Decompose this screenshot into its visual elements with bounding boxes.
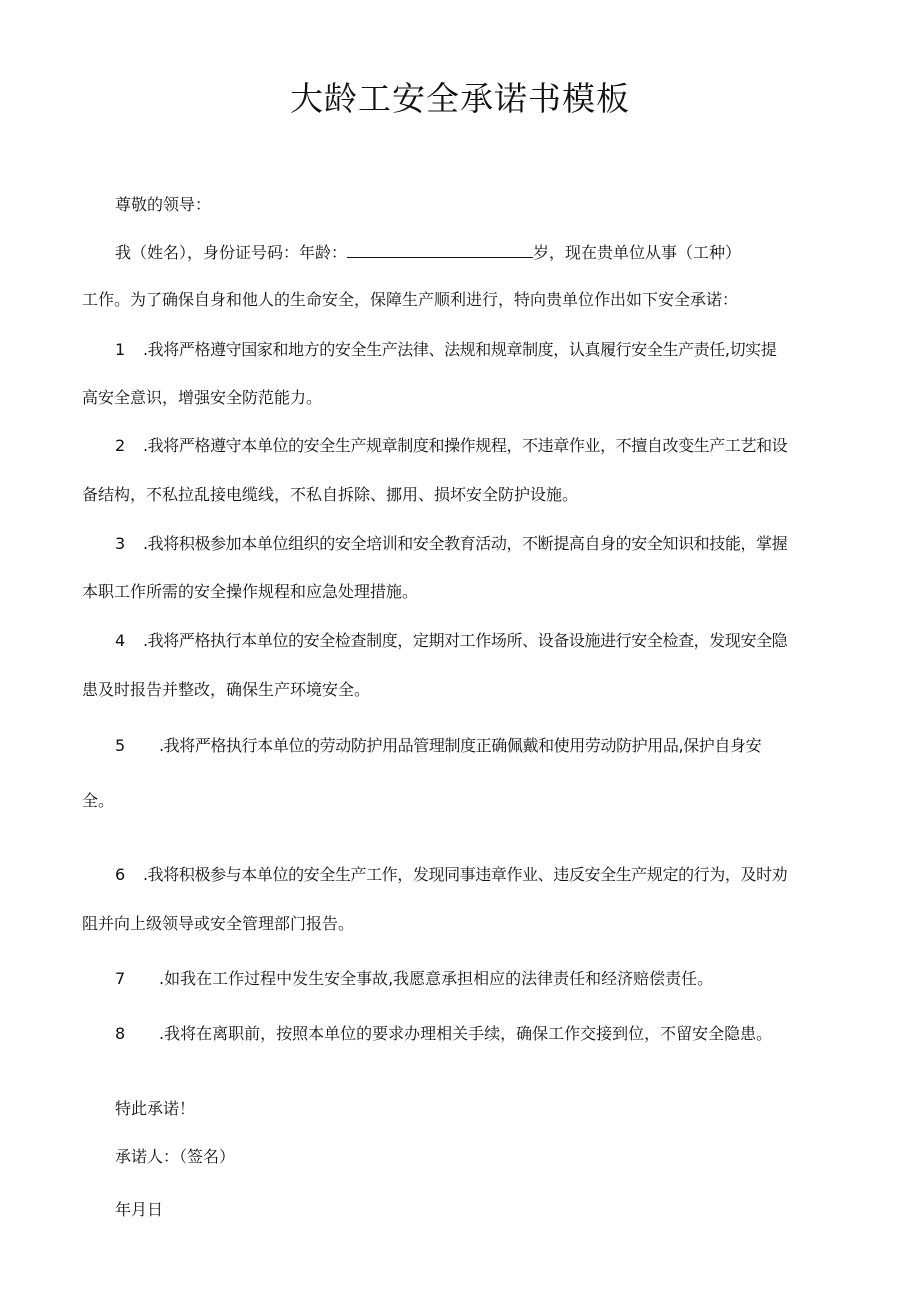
list-item-text: .我将严格遵守本单位的安全生产规章制度和操作规程，不违章作业，不擅自改变生产工艺和设 (143, 436, 788, 455)
list-item-text: .我将积极参与本单位的安全生产工作，发现同事违章作业、违反安全生产规定的行为，及时劝 (143, 865, 788, 884)
list-item-number: 7 (115, 969, 126, 988)
list-item-text: .我将在离职前，按照本单位的要求办理相关手续，确保工作交接到位，不留安全隐患。 (159, 1024, 773, 1043)
document-title: 大龄工安全承诺书模板 (290, 79, 630, 118)
list-item-7-line-1 (115, 967, 713, 991)
list-item-text: .我将严格遵守国家和地方的安全生产法律、法规和规章制度，认真履行安全生产责任,切实提 (143, 340, 777, 359)
intro-text-before-blank: 我（姓名），身份证号码：年龄： (115, 243, 348, 262)
list-item-5-line-2: 全。 (82, 791, 115, 810)
list-item-2-line-1 (115, 434, 787, 458)
intro-line-1 (115, 240, 741, 265)
list-item-text: .我将严格执行本单位的安全检查制度，定期对工作场所、设备设施进行安全检查，发现安全隐 (143, 631, 788, 650)
list-item-4-line-1 (115, 629, 787, 653)
list-item-text: .如我在工作过程中发生安全事故,我愿意承担相应的法律责任和经济赔偿责任。 (159, 969, 714, 988)
list-item-6-line-2: 阻并向上级领导或安全管理部门报告。 (82, 914, 355, 933)
list-item-3-line-1 (115, 532, 787, 556)
list-item-8-line-1 (115, 1022, 772, 1046)
intro-text-after-blank: 岁，现在贵单位从事（工种） (533, 243, 742, 262)
list-item-1-line-2: 高安全意识，增强安全防范能力。 (82, 388, 323, 407)
list-item-number: 8 (115, 1024, 126, 1043)
intro-line-2: 工作。为了确保自身和他人的生命安全，保障生产顺利进行，特向贵单位作出如下安全承诺： (82, 290, 739, 309)
list-item-4-line-2: 患及时报告并整改，确保生产环境安全。 (82, 680, 371, 699)
list-item-number: 6 (115, 865, 126, 884)
list-item-number: 4 (115, 631, 126, 650)
list-item-text: .我将积极参加本单位组织的安全培训和安全教育活动，不断提高自身的安全知识和技能，掌握 (143, 534, 788, 553)
signature-label: 承诺人：（签名） (115, 1147, 236, 1166)
list-item-3-line-2: 本职工作所需的安全操作规程和应急处理措施。 (82, 582, 419, 601)
list-item-text: .我将严格执行本单位的劳动防护用品管理制度正确佩戴和使用劳动防护用品,保护自身安 (159, 736, 762, 755)
list-item-2-line-2: 备结构，不私拉乱接电缆线，不私自拆除、挪用、损坏安全防护设施。 (82, 485, 579, 504)
salutation: 尊敬的领导： (115, 195, 212, 214)
closing-statement: 特此承诺！ (115, 1099, 196, 1118)
age-blank-field (347, 240, 533, 258)
list-item-6-line-1 (115, 863, 787, 887)
date-label: 年月日 (115, 1200, 164, 1219)
list-item-5-line-1 (115, 734, 761, 758)
list-item-number: 5 (115, 736, 126, 755)
list-item-number: 1 (115, 340, 126, 359)
list-item-number: 2 (115, 436, 126, 455)
list-item-1-line-1 (115, 338, 776, 362)
list-item-number: 3 (115, 534, 126, 553)
